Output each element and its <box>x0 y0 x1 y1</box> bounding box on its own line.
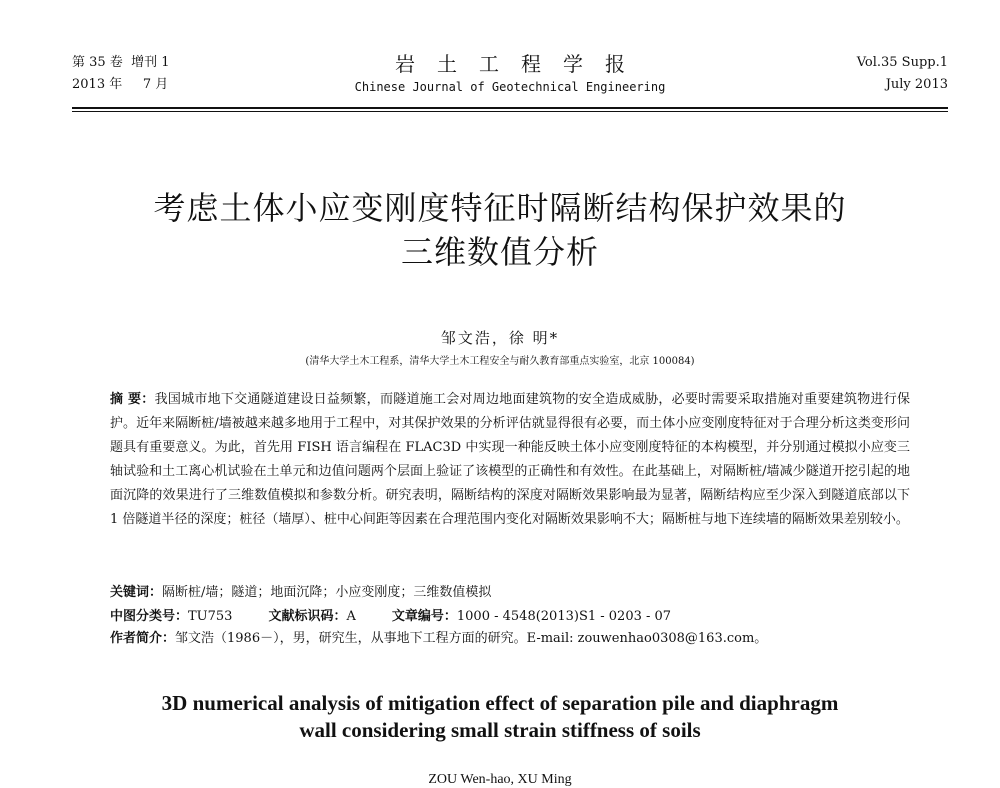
abstract-label: 摘 要： <box>110 392 155 407</box>
authors-en: ZOU Wen-hao, XU Ming <box>428 772 572 787</box>
year-cn: 2013 年 <box>72 77 123 92</box>
article-number-value: 1000 - 4548(2013)S1 - 0203 - 07 <box>456 609 672 624</box>
volume-cn: 第 35 卷 <box>72 55 123 70</box>
clc-label: 中图分类号： <box>110 609 189 624</box>
month-cn: 7 月 <box>142 77 169 92</box>
issue-cn: 增刊 1 <box>131 55 170 70</box>
clc-value: TU753 <box>188 609 233 624</box>
header-rule-thin <box>72 111 948 112</box>
journal-name-en: Chinese Journal of Geotechnical Engineering <box>354 80 666 94</box>
header-rule-thick <box>72 107 948 109</box>
author-bio <box>110 628 910 650</box>
classification-line <box>110 606 910 628</box>
paper-title-en-line2: wall considering small strain stiffness of soils <box>299 718 701 742</box>
author-bio-text: 邹文浩（1986－），男，研究生，从事地下工程方面的研究。E-mail: zouwenhao0308@163.com。 <box>175 631 768 646</box>
author-bio-label: 作者简介： <box>110 631 176 646</box>
keywords-label: 关键词： <box>110 585 163 600</box>
paper-title-en <box>60 690 940 744</box>
journal-header <box>72 52 948 108</box>
journal-name-cn: 岩土工程学报 <box>395 52 647 76</box>
keywords-text: 隔断桩/墙；隧道；地面沉降；小应变刚度；三维数值模拟 <box>162 585 492 600</box>
paper-title-en-line1: 3D numerical analysis of mitigation effect of separation pile and diaphragm <box>161 691 839 715</box>
paper-title-cn-line1: 考虑土体小应变刚度特征时隔断结构保护效果的 <box>153 189 847 227</box>
doc-code-label: 文献标识码： <box>268 609 347 624</box>
keywords <box>110 582 910 604</box>
header-issue-info-en <box>857 52 948 96</box>
article-number-label: 文章编号： <box>391 609 457 624</box>
paper-title-cn-line2: 三维数值分析 <box>400 233 599 271</box>
date-en: July 2013 <box>885 77 948 92</box>
authors-cn: 邹文浩，徐 明* <box>440 329 560 347</box>
journal-name <box>72 52 948 96</box>
affiliation-cn: (清华大学土木工程系，清华大学土木工程安全与耐久教育部重点实验室，北京 100084) <box>305 356 695 367</box>
doc-code-value: A <box>346 609 356 624</box>
abstract <box>110 388 910 532</box>
abstract-text: 我国城市地下交通隧道建设日益频繁，而隧道施工会对周边地面建筑物的安全造成威胁，必要时需要采取措施对重要建筑物进行保护。近年来隔断桩/墙被越来越多地用于工程中，对其保护效果的分析评估就显得很有必要，而土体小应变刚度特征对于合理分析这类变形问题具有重要意义。为此，首先用 FISH 语言编程在 FLAC3D 中实现一种能反映土体小应变刚度特征的本构模型，并分别通过模拟小应变三轴试验和土工离心机试验在土单元和边值问题两个层面上验证了该模型的正确性和有效性。在此基础上，对隔断桩/墙减少隧道开挖引起的地面沉降的效果进行了三维数值模拟和参数分析。研究表明，隔断结构的深度对隔断效果影响最为显著，隔断结构应至少深入到隧道底部以下 1 倍隧道半径的深度；桩径（墙厚）、桩中心间距等因素在合理范围内变化对隔断效果影响不大；隔断桩与地下连续墙的隔断效果差别较小。 <box>110 392 910 527</box>
paper-title-cn <box>60 186 940 274</box>
volume-en: Vol.35 Supp.1 <box>856 55 948 70</box>
